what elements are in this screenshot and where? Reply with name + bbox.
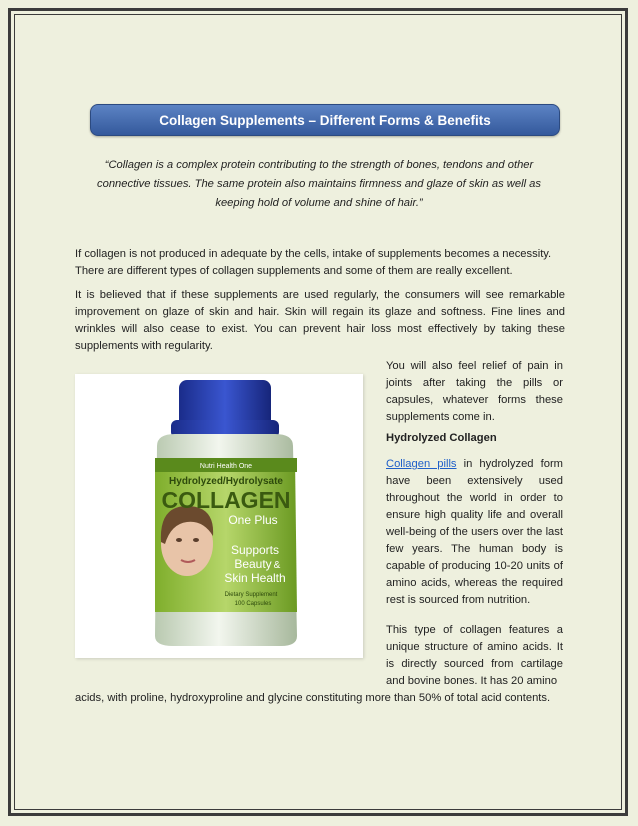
hydrolyzed-text: in hydrolyzed form have been extensively used throughout the world in order to ensure high quality life and overall well-being of the users over the last few years. The human body is capable of producing 10-20 units of amino acids, whereas the required rest is sourced from nutrition. <box>386 458 563 606</box>
collagen-pills-link[interactable]: Collagen pills <box>386 458 457 470</box>
relief-paragraph: You will also feel relief of pain in joints after taking the pills or capsules, whatever forms these supplements come in. <box>386 360 563 423</box>
intro-quote: “Collagen is a complex protein contributing to the strength of bones, tendons and other connective tissues. The same protein also maintains firmness and glaze of skin as well as keeping hold of volume and shine of hair.” <box>97 159 541 209</box>
structure-paragraph: This type of collagen features a unique structure of amino acids. It is directly sourced from cartilage and bovine bones. It has 20 amino <box>386 624 563 687</box>
final-paragraph: acids, with proline, hydroxyproline and glycine constituting more than 50% of total acid contents. <box>75 692 551 704</box>
hydrolyzed-paragraph <box>386 456 563 609</box>
paragraph-2: It is believed that if these supplements are used regularly, the consumers will see remarkable improvement on glaze of skin and hair. Skin will regain its glaze and softness. Fine lines and wrinkles will also cease to exist. You can prevent hair loss most effectively by taking these supplements with regularity. <box>75 289 565 352</box>
product-claim-4: Skin Health <box>224 571 286 585</box>
hydrolyzed-heading: Hydrolyzed Collagen <box>386 432 497 444</box>
product-claim-3: & <box>273 560 281 571</box>
product-claim-2: Beauty <box>234 557 272 571</box>
product-claim-1: Supports <box>230 543 280 557</box>
product-image <box>75 374 363 658</box>
product-name: COLLAGEN <box>161 487 291 513</box>
product-brand: Nutri Health One <box>199 463 253 470</box>
product-line1: Hydrolyzed/Hydrolysate <box>169 476 283 487</box>
product-label-small: Dietary Supplement <box>224 592 278 598</box>
product-count: 100 Capsules <box>234 601 272 607</box>
product-sub: One Plus <box>228 513 278 527</box>
paragraph-1: If collagen is not produced in adequate by the cells, intake of supplements becomes a necessity. There are different types of collagen supplements and some of them are really excellent. <box>75 248 552 277</box>
page-title: Collagen Supplements – Different Forms & Benefits <box>90 104 560 136</box>
